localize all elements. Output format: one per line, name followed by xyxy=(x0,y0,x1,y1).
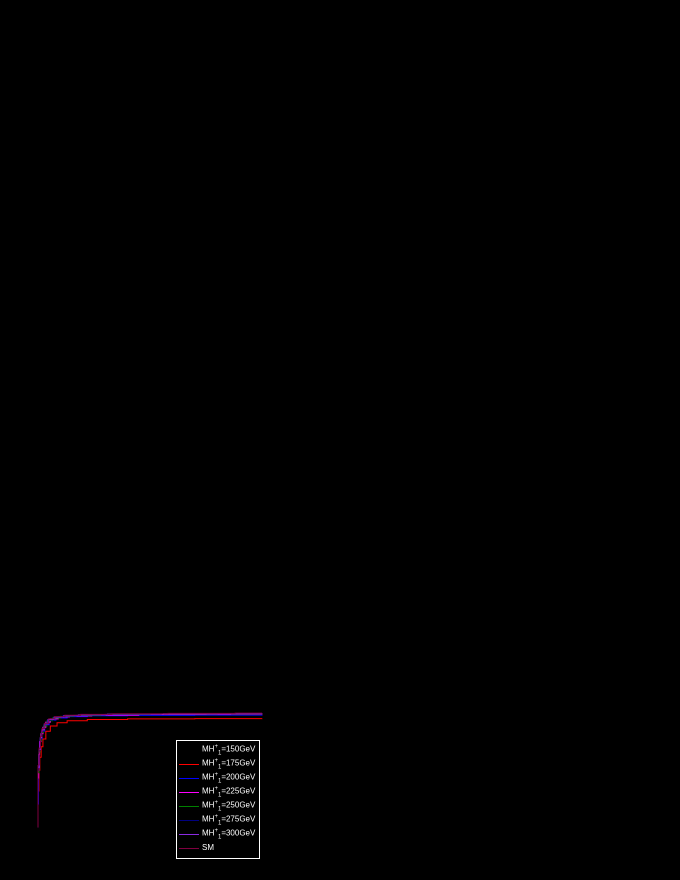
legend-item-label: SM xyxy=(202,843,214,852)
legend-color-swatch xyxy=(179,834,199,835)
legend-item xyxy=(179,799,257,813)
legend-item xyxy=(179,785,257,799)
legend-item-label: $MH^+_1=225GeV$ xyxy=(202,785,256,799)
legend-item-label: $MH^+_1=250GeV$ xyxy=(202,799,256,813)
legend-color-swatch xyxy=(179,750,199,751)
legend-item-label: $MH^+_1=200GeV$ xyxy=(202,771,256,785)
legend-color-swatch xyxy=(179,764,199,765)
legend-item-label: $MH^+_1=275GeV$ xyxy=(202,813,256,827)
legend-item-label: $MH^+_1=300GeV$ xyxy=(202,827,256,841)
legend-item-label: $MH^+_1=150GeV$ xyxy=(202,743,256,757)
legend-item xyxy=(179,813,257,827)
chart-legend xyxy=(176,740,260,859)
legend-item xyxy=(179,743,257,757)
legend-color-swatch xyxy=(179,778,199,779)
legend-color-swatch xyxy=(179,792,199,793)
legend-color-swatch xyxy=(179,848,199,849)
legend-item-label: $MH^+_1=175GeV$ xyxy=(202,757,256,771)
legend-color-swatch xyxy=(179,806,199,807)
legend-item xyxy=(179,841,257,855)
legend-item xyxy=(179,827,257,841)
legend-item xyxy=(179,771,257,785)
legend-color-swatch xyxy=(179,820,199,821)
legend-item xyxy=(179,757,257,771)
